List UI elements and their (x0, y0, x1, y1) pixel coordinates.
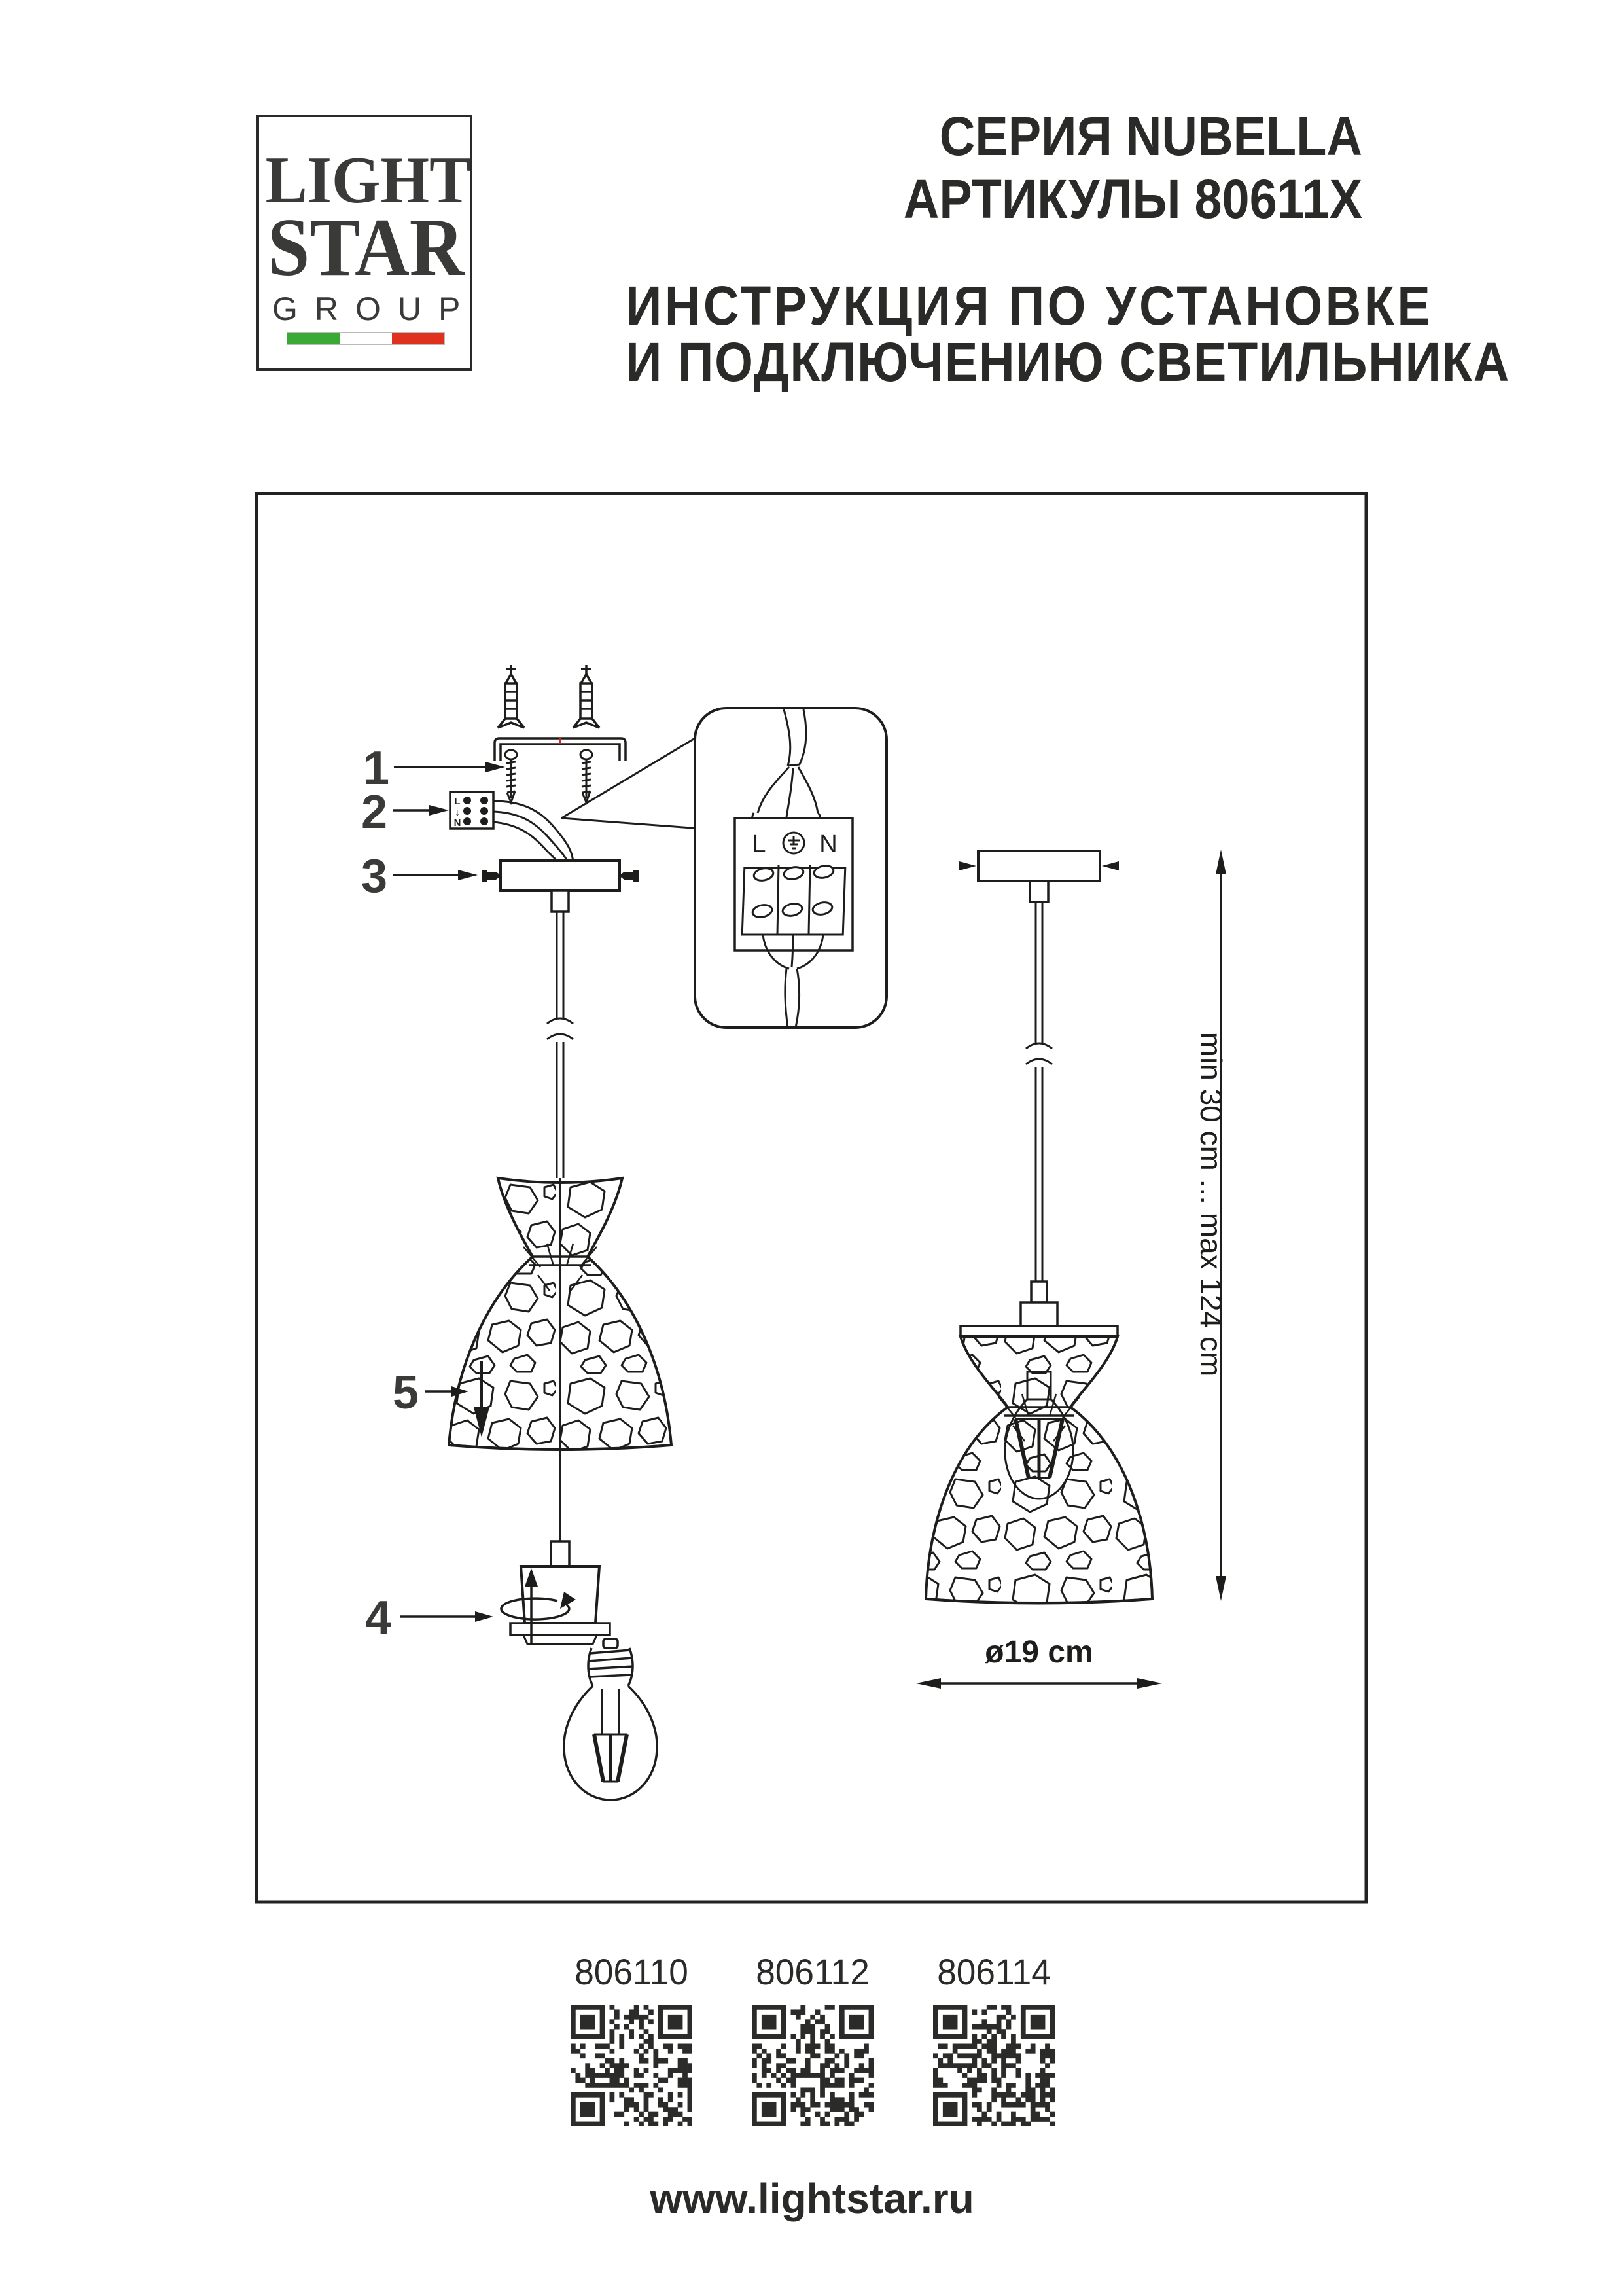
dim-arrow-down-icon (1216, 1576, 1226, 1601)
connector-label-l: L (454, 796, 461, 807)
mounting-bracket (495, 738, 626, 761)
logo-word-group: GROUP (272, 291, 478, 327)
qr-code (933, 2005, 1055, 2126)
step-4-number: 4 (364, 1592, 392, 1644)
assembled-shade (926, 1336, 1152, 1604)
dim-arrow-right-icon (1137, 1678, 1162, 1689)
step-4-arrow-icon (475, 1611, 493, 1622)
qr-article-label: 806112 (756, 1951, 870, 1992)
dim-arrow-up-icon (1216, 850, 1226, 874)
step-5-number: 5 (392, 1367, 419, 1419)
light-bulb (564, 1639, 657, 1800)
wall-anchors (498, 665, 599, 728)
canopy-arrow-left-icon (959, 861, 976, 870)
logo-word-light: LIGHT (265, 143, 472, 217)
connector-label-n: N (453, 817, 461, 829)
wiring-callout-bubble (695, 708, 887, 1028)
mounting-screws (505, 750, 592, 802)
lamp-socket (510, 1541, 610, 1644)
instruction-title-line2: И ПОДКЛЮЧЕНИЮ СВЕТИЛЬНИКА (626, 331, 1511, 393)
canopy-set-screw-right (619, 870, 639, 882)
series-title: СЕРИЯ NUBELLA (939, 105, 1362, 167)
connector-arrow-icon: ↓ (455, 807, 460, 818)
qr-code (752, 2005, 874, 2126)
qr-article-label: 806110 (574, 1951, 688, 1992)
horizontal-dimension (916, 1635, 1162, 1689)
callout-pointer-lines (561, 726, 715, 829)
terminal-label-n: N (819, 831, 838, 858)
step-3-number: 3 (361, 850, 388, 903)
assembled-lamp (926, 851, 1152, 1604)
qr-code (571, 2005, 692, 2126)
ceiling-canopy-exploded (482, 861, 639, 912)
website-url: www.lightstar.ru (650, 2175, 974, 2222)
logo-word-star: STAR (267, 202, 465, 293)
qr-block-806114 (933, 1950, 1055, 2126)
dim-arrow-left-icon (916, 1678, 941, 1689)
diameter-dim-label: ø19 cm (985, 1635, 1093, 1670)
terminal-connector-small (450, 792, 573, 864)
step-2-arrow-icon (429, 805, 449, 816)
terminal-label-l: L (752, 831, 766, 858)
step-1-arrow-icon (485, 762, 505, 772)
step-3-callout (361, 850, 478, 903)
articles-title: АРТИКУЛЫ 80611X (903, 168, 1362, 230)
qr-block-806110 (571, 1950, 692, 2126)
step-1-number: 1 (362, 742, 390, 795)
canopy-set-screw-left (482, 870, 501, 882)
instruction-title-line1: ИНСТРУКЦИЯ ПО УСТАНОВКЕ (626, 275, 1434, 336)
height-dim-label: min 30 cm ... max 124 cm (1194, 1031, 1228, 1377)
step-2-number: 2 (361, 786, 388, 838)
canopy-arrow-right-icon (1102, 861, 1119, 870)
step-2-callout (361, 786, 449, 838)
qr-block-806112 (752, 1950, 874, 2126)
qr-article-label: 806114 (937, 1951, 1051, 1992)
step-3-arrow-icon (458, 870, 478, 880)
